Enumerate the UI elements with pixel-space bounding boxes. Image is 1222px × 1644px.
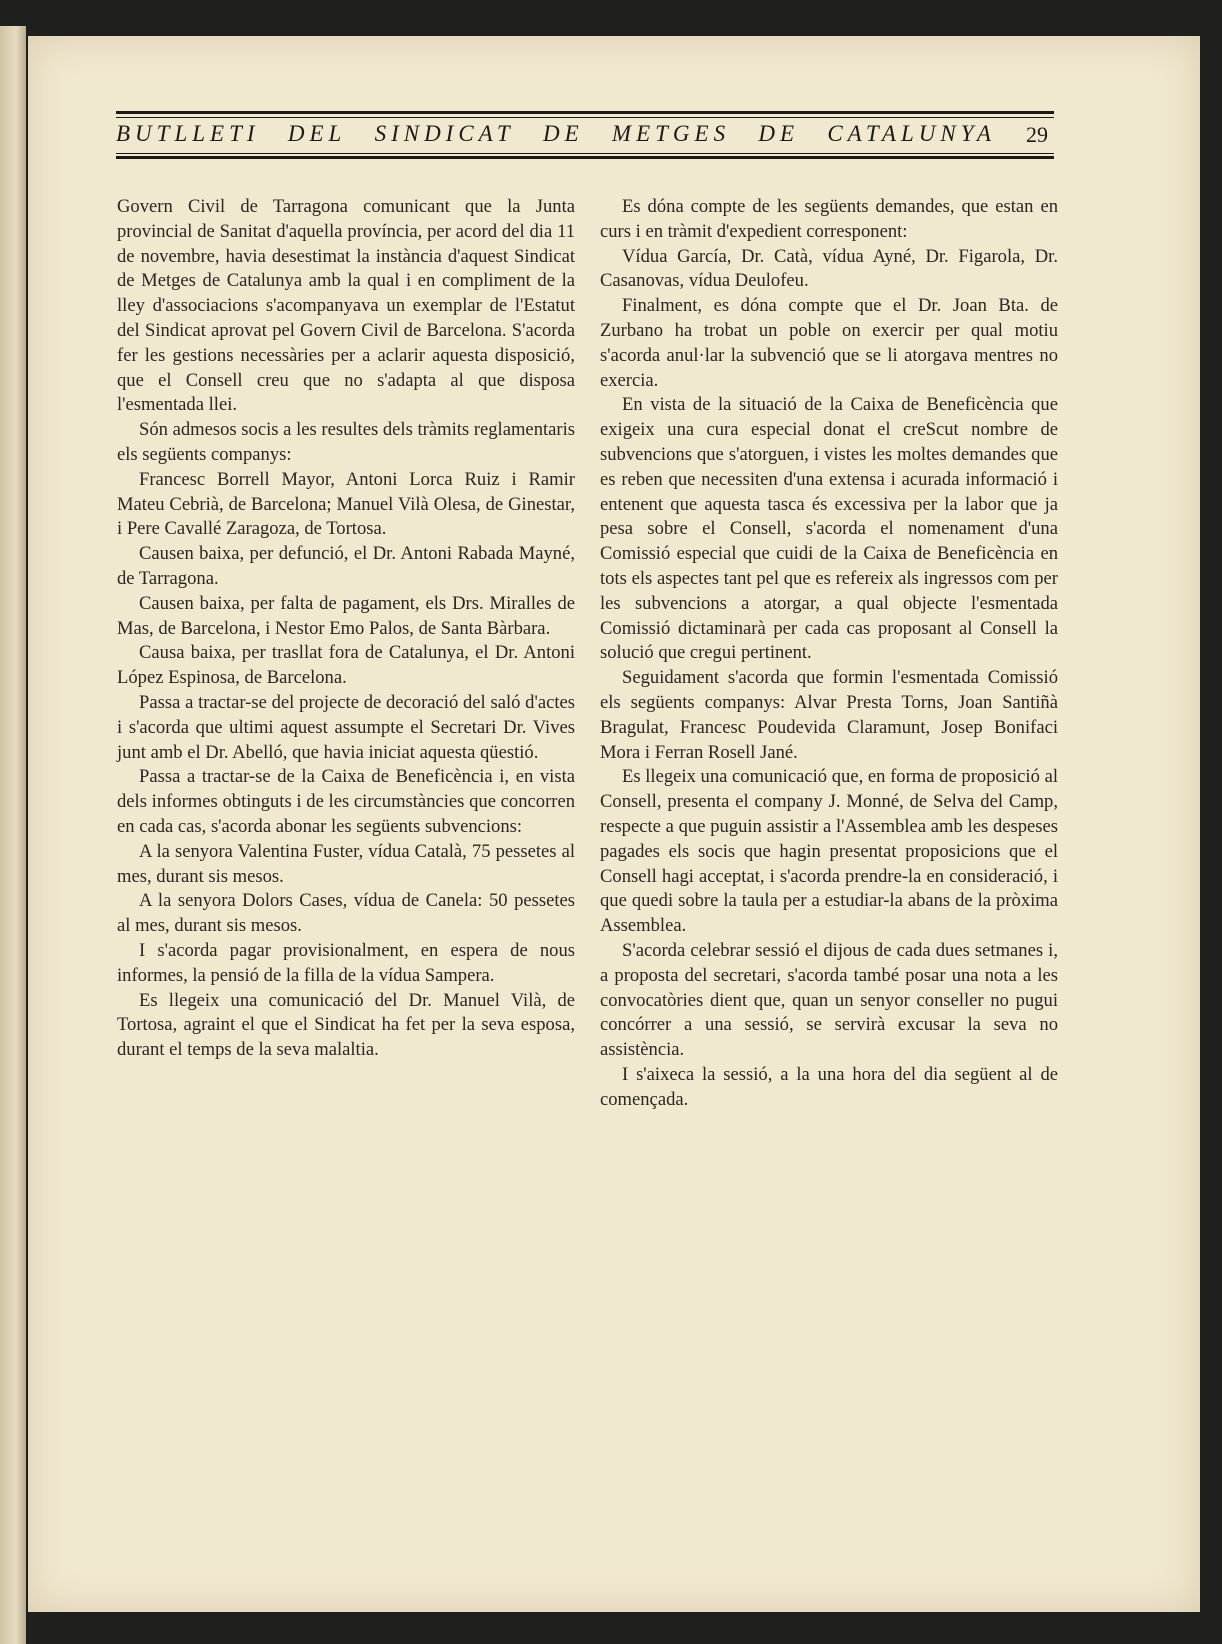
paragraph: A la senyora Valentina Fuster, vídua Català, 75 pessetes al mes, durant sis mesos.	[117, 840, 575, 887]
paragraph: Govern Civil de Tarragona comunicant que la Junta provincial de Sanitat d'aquella província, per acord del dia 11 de novembre, havia desestimat la instància d'aquest Sindicat de Metges de Catalunya amb la qual i en compliment de la lley d'associacions s'acompanyava un exemplar de l'Estatut del Sindicat aprovat pel Govern Civil de Barcelona. S'acorda fer les gestions necessàries per a aclarir aquesta disposició, que el Consell creu que no s'adapta al que disposa l'esmentada llei.	[117, 196, 575, 416]
header-rule-top-thick	[116, 111, 1054, 114]
paragraph: Causen baixa, per defunció, el Dr. Antoni Rabada Mayné, de Tarragona.	[117, 543, 575, 589]
paragraph: I s'acorda pagar provisionalment, en espera de nous informes, la pensió de la filla de la vídua Sampera.	[117, 939, 575, 986]
previous-page-edge	[0, 26, 26, 1644]
running-title-word: SINDICAT	[374, 121, 515, 146]
paragraph: Causen baixa, per falta de pagament, els Drs. Miralles de Mas, de Barcelona, i Nestor Emo Palos, de Santa Bàrbara.	[117, 592, 575, 639]
page-number: 29	[1026, 122, 1048, 147]
paragraph: Es llegeix una comunicació que, en forma de proposició al Consell, presenta el company J. Monné, de Selva del Camp, respecte a que puguin assistir a l'Assemblea amb les despeses pagades els socis que hagin presentat proposicions que el Consell hagi acceptat, i s'acorda prendre-la en consideració, i que quedi sobre la taula per a estudiar-la abans de la pròxima Assemblea.	[600, 766, 1058, 937]
paragraph: Es dóna compte de les següents demandes, que estan en curs i en tràmit d'expedient corresponent:	[600, 196, 1058, 242]
running-title-word: DE	[758, 121, 800, 146]
left-column	[117, 195, 575, 1063]
running-title-word: METGES	[611, 121, 731, 146]
paragraph: Passa a tractar-se del projecte de decoració del saló d'actes i s'acorda que ultimi aquest assumpte el Secretari Dr. Vives junt amb el Dr. Abelló, que havia iniciat aquesta qüestió.	[117, 691, 575, 763]
header-rule-bottom-thin	[116, 153, 1054, 154]
paragraph: Seguidament s'acorda que formin l'esmentada Comissió els següents companys: Alvar Presta Torns, Joan Santiñà Bragulat, Francesc Poudevida Claramunt, Josep Bonifaci Mora i Ferran Rosell Jané.	[600, 667, 1058, 763]
running-header	[116, 111, 1054, 161]
paragraph: Es llegeix una comunicació del Dr. Manuel Vilà, de Tortosa, agraint el que el Sindicat ha fet per la seva esposa, durant el temps de la seva malaltia.	[117, 989, 575, 1061]
paragraph: Són admesos socis a les resultes dels tràmits reglamentaris els següents companys:	[117, 419, 575, 465]
paragraph: Finalment, es dóna compte que el Dr. Joan Bta. de Zurbano ha trobat un poble on exercir per qual motiu s'acorda anul·lar la subvenció que se li atorgava mentres no exercia.	[600, 295, 1058, 391]
running-title-word: DEL	[287, 121, 347, 146]
header-rule-bottom-thick	[116, 156, 1054, 159]
paragraph: Francesc Borrell Mayor, Antoni Lorca Ruiz i Ramir Mateu Cebrià, de Barcelona; Manuel Vilà Olesa, de Ginestar, i Pere Cavallé Zaragoza, de Tortosa.	[117, 468, 575, 540]
paragraph: Causa baixa, per trasllat fora de Catalunya, el Dr. Antoni López Espinosa, de Barcelona.	[117, 642, 575, 689]
running-title-word: DE	[542, 121, 584, 146]
paragraph: I s'aixeca la sessió, a la una hora del dia següent al de començada.	[600, 1063, 1058, 1110]
running-title-word: CATALUNYA	[827, 121, 996, 146]
running-title	[116, 121, 996, 147]
right-column	[600, 195, 1058, 1112]
paragraph: En vista de la situació de la Caixa de Beneficència que exigeix una cura especial donat el creScut nombre de subvencions que s'atorguen, i vistes les moltes demandes que es reben que necessiten d'una extensa i acurada informació i entenent que aquesta tasca és excessiva per la labor que ja pesa sobre el Consell, s'acorda el nomenament d'una Comissió especial que cuidi de la Caixa de Beneficència en tots els aspectes tant pel que es refereix als ingressos com per les subvencions a atorgar, a qual objecte l'esmentada Comissió dictaminarà per cada cas proposant al Consell la solució que cregui pertinent.	[600, 394, 1058, 664]
paragraph: Vídua García, Dr. Catà, vídua Ayné, Dr. Figarola, Dr. Casanovas, vídua Deulofeu.	[600, 245, 1058, 292]
paragraph: Passa a tractar-se de la Caixa de Beneficència i, en vista dels informes obtinguts i de les circumstàncies que concorren en cada cas, s'acorda abonar les següents subvencions:	[117, 766, 575, 837]
paragraph: A la senyora Dolors Cases, vídua de Canela: 50 pessetes al mes, durant sis mesos.	[117, 890, 575, 937]
running-title-word: BUTLLETI	[116, 121, 260, 146]
header-rule-top-thin	[116, 117, 1054, 118]
paragraph: S'acorda celebrar sessió el dijous de cada dues setmanes i, a proposta del secretari, s'acorda també posar una nota a les convocatòries dient que, quan un senyor conseller no pugui concórrer a una sessió, se servirà excusar la seva no assistència.	[600, 939, 1058, 1061]
